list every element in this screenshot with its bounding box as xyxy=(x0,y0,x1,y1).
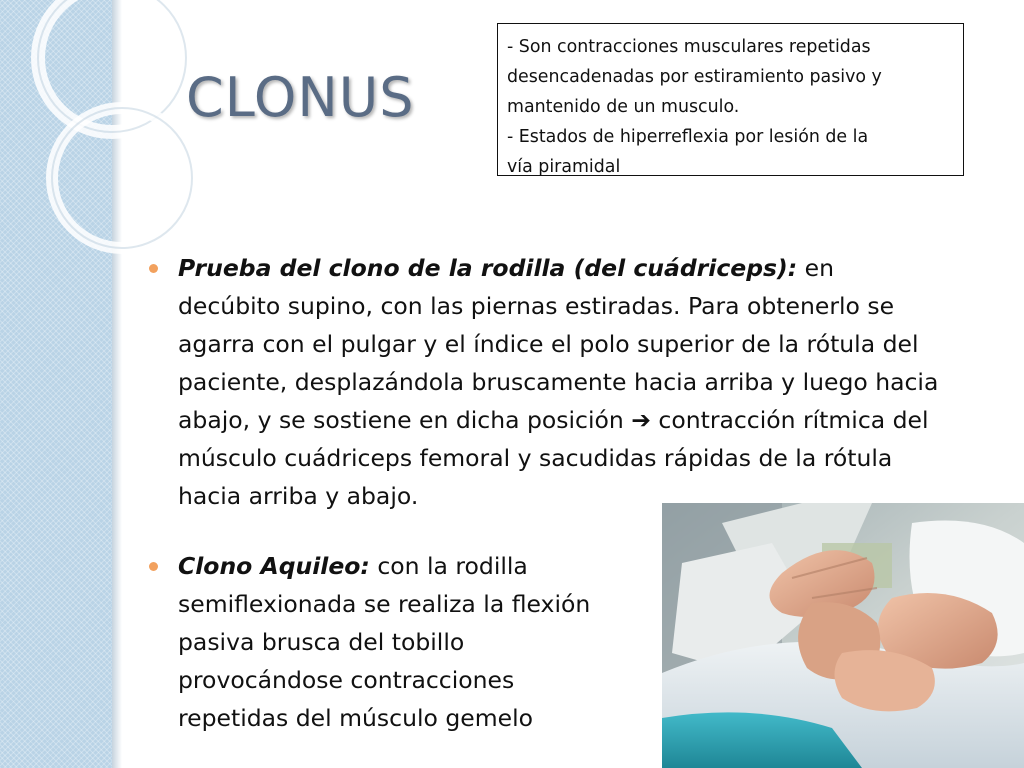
bullet-line: paciente, desplazándola bruscamente hacia arriba y luego hacia xyxy=(178,368,939,396)
bullet-text: con la rodilla xyxy=(369,552,528,580)
slide-title: CLONUS xyxy=(186,66,415,129)
bullet-first-line xyxy=(178,249,1008,287)
definition-box xyxy=(497,23,964,176)
definition-line: mantenido de un musculo. xyxy=(507,97,740,117)
bullet-text: en xyxy=(797,254,834,282)
bullet-line: repetidas del músculo gemelo xyxy=(178,704,533,732)
bullet-term: Prueba del clono de la rodilla (del cuádriceps): xyxy=(178,254,798,282)
ankle-exam-photo-icon xyxy=(662,503,1024,768)
bullet-line: decúbito supino, con las piernas estiradas. Para obtenerlo se xyxy=(178,292,895,320)
bullet-line: músculo cuádriceps femoral y sacudidas rápidas de la rótula xyxy=(178,444,893,472)
bullet-dot xyxy=(149,264,158,273)
bullet-line: hacia arriba y abajo. xyxy=(178,482,419,510)
bullet-first-line xyxy=(178,547,638,585)
bullet-line: provocándose contracciones xyxy=(178,666,515,694)
bullet-line: agarra con el pulgar y el índice el polo superior de la rótula del xyxy=(178,330,919,358)
bullet-knee-clonus xyxy=(178,249,1008,515)
decorative-rings xyxy=(0,0,260,260)
bullet-line xyxy=(178,401,1008,439)
bullet-line: semiflexionada se realiza la flexión xyxy=(178,590,591,618)
bullet-line: pasiva brusca del tobillo xyxy=(178,628,465,656)
definition-line: - Son contracciones musculares repetidas xyxy=(507,37,871,57)
bullet-term: Clono Aquileo: xyxy=(178,552,370,580)
bullet-text: contracción rítmica del xyxy=(650,406,929,434)
bullet-achilles-clonus xyxy=(178,547,638,737)
definition-line: desencadenadas por estiramiento pasivo y xyxy=(507,67,882,87)
definition-line: vía piramidal xyxy=(507,157,621,177)
bullet-dot xyxy=(149,562,158,571)
bullet-text: abajo, y se sostiene en dicha posición xyxy=(178,406,624,434)
clinical-photo xyxy=(662,503,1024,768)
right-arrow-icon: ➔ xyxy=(631,406,651,434)
definition-line: - Estados de hiperreflexia por lesión de la xyxy=(507,127,869,147)
